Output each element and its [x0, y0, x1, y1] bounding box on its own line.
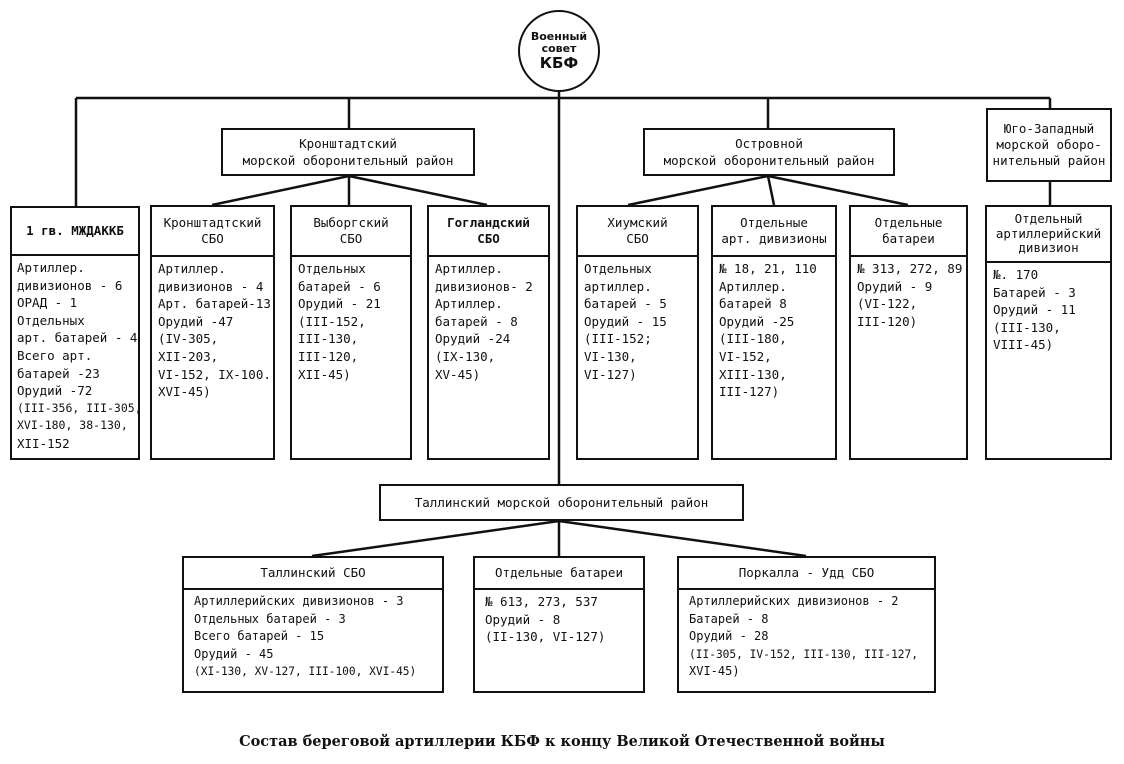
- unit-otdelnye-divizony: [711, 205, 837, 460]
- unit-otdelny-art-divizion: [985, 205, 1112, 460]
- unit-vyborg-title-1: Выборгский: [313, 215, 389, 230]
- unit-body-line: XVI-180, 38-130,: [17, 418, 128, 433]
- unit-body-line: Артиллер.: [719, 278, 787, 294]
- unit-body-line: Орудий -47: [158, 313, 234, 329]
- unit-body-line: Артиллер.: [158, 261, 226, 276]
- figure-caption: Состав береговой артиллерии КБФ к концу Великой Отечественной войны: [239, 733, 885, 750]
- unit-vyborg-title-2: СБО: [339, 231, 363, 246]
- unit-body-line: Орудий - 21: [298, 296, 381, 312]
- unit-body-line: батарей - 6: [298, 278, 381, 294]
- district-yugo-line-2: морской оборо-: [996, 137, 1102, 152]
- unit-otdelnye-batarei: [849, 205, 968, 460]
- unit-body-line: XII-203,: [158, 348, 219, 364]
- district-yugo-line-1: Юго-Западный: [1003, 121, 1095, 136]
- unit-tallinsbo-title: Таллинский СБО: [260, 565, 366, 580]
- unit-vyborg-sbo: [290, 205, 412, 460]
- unit-hiuma-title-1: Хиумский: [607, 215, 668, 230]
- unit-kron-title-2: СБО: [201, 231, 224, 246]
- unit-body-line: Орудий - 8: [485, 611, 561, 627]
- unit-body-line: VI-152, IX-100.: [158, 366, 271, 382]
- council-line-2: совет: [541, 41, 577, 55]
- unit-porkkala-title: Поркалла - Удд СБО: [738, 565, 875, 580]
- unit-body-line: (III-152;: [584, 331, 652, 347]
- district-yugo-line-3: нительный район: [992, 153, 1106, 168]
- unit-tallin-otdelnye-batarei: [473, 556, 645, 693]
- unit-otdartdiv-title-3: дивизион: [1018, 240, 1079, 256]
- unit-body-line: ОРАД - 1: [17, 295, 78, 311]
- unit-kronshtadt-sbo: [150, 205, 275, 460]
- unit-otddiv-title-1: Отдельные: [740, 215, 808, 230]
- unit-body-line: XII-45): [298, 366, 351, 382]
- unit-body-line: Артиллер.: [435, 261, 503, 276]
- unit-otdartdiv-title-1: Отдельный: [1014, 211, 1083, 227]
- unit-body-line: Всего арт.: [17, 347, 93, 363]
- unit-body-line: батарей - 5: [584, 296, 667, 312]
- unit-body-line: батарей 8: [719, 296, 787, 312]
- district-kronshtadt: [221, 128, 475, 176]
- unit-body-line: Артиллер.: [435, 296, 503, 312]
- unit-body-line: Артиллер.: [17, 260, 85, 275]
- unit-mzhdakkb: [10, 206, 140, 460]
- unit-porkkala-sbo: [677, 556, 936, 693]
- unit-body-line: Орудий - 28: [689, 629, 769, 644]
- unit-tallinbat-title: Отдельные батареи: [495, 565, 623, 580]
- unit-body-line: Батарей - 8: [689, 611, 769, 626]
- unit-body-line: Орудий -25: [719, 313, 795, 329]
- unit-body-line: III-130,: [298, 331, 359, 347]
- unit-body-line: Артиллерийских дивизионов - 2: [689, 594, 899, 608]
- council-line-1: Военный: [530, 29, 588, 43]
- unit-body-line: Отдельных батарей - 3: [194, 611, 346, 626]
- unit-body-line: Орудий - 15: [584, 313, 667, 329]
- unit-body-line: Батарей - 3: [993, 284, 1076, 300]
- unit-tallin-sbo: [182, 556, 444, 693]
- unit-body-line: Отдельных: [17, 312, 85, 328]
- unit-body-line: VI-127): [584, 366, 637, 382]
- district-ostrov-line-1: Островной: [735, 136, 803, 151]
- council-line-3: КБФ: [539, 53, 579, 72]
- military-council-circle: [518, 10, 600, 92]
- unit-body-line: Орудий - 45: [194, 646, 274, 661]
- unit-mzhdakkb-title: 1 гв. МЖДАККБ: [26, 223, 124, 238]
- unit-body-line: Арт. батарей-13: [158, 296, 271, 312]
- district-yugo-zapadny: [986, 108, 1112, 182]
- unit-body-line: батарей - 8: [435, 313, 518, 329]
- unit-body-line: (III-180,: [719, 331, 787, 347]
- unit-body-line: дивизионов - 6: [17, 277, 123, 293]
- unit-body-line: XV-45): [435, 366, 481, 382]
- unit-body-line: Отдельных: [298, 261, 366, 276]
- unit-body-line: Орудий - 9: [857, 278, 933, 294]
- unit-kron-title-1: Кронштадтский: [163, 215, 262, 230]
- unit-otddiv-title-2: арт. дивизионы: [721, 231, 827, 246]
- unit-hiuma-title-2: СБО: [626, 231, 649, 246]
- unit-hiuma-sbo: [576, 205, 699, 460]
- unit-body-line: Орудий -24: [435, 331, 511, 347]
- unit-body-line: Орудий - 11: [993, 302, 1076, 318]
- unit-body-line: VIII-45): [993, 337, 1054, 353]
- unit-body-line: батарей -23: [17, 365, 100, 381]
- unit-body-line: (III-356, III-305,: [17, 400, 142, 415]
- unit-body-line: Артиллерийских дивизионов - 3: [194, 594, 404, 608]
- district-kronshtadt-line-2: морской оборонительный район: [242, 153, 454, 168]
- unit-body-line: (XI-130, XV-127, III-100, XVI-45): [194, 665, 417, 679]
- unit-body-line: дивизионов- 2: [435, 278, 533, 294]
- unit-body-line: дивизионов - 4: [158, 278, 264, 294]
- district-ostrov-line-2: морской оборонительный район: [663, 153, 875, 168]
- unit-body-line: Отдельных: [584, 261, 652, 276]
- unit-body-line: № 18, 21, 110: [719, 261, 817, 276]
- unit-body-line: VI-130,: [584, 348, 637, 364]
- unit-gogland-title-1: Гогландский: [447, 215, 530, 230]
- unit-body-line: арт. батарей - 4: [17, 330, 138, 346]
- unit-body-line: III-120): [857, 313, 918, 329]
- unit-body-line: VI-152,: [719, 348, 772, 364]
- unit-body-line: (VI-122,: [857, 296, 918, 312]
- unit-body-line: №. 170: [993, 267, 1039, 282]
- unit-body-line: № 613, 273, 537: [485, 594, 598, 609]
- unit-otdbat-title-1: Отдельные: [874, 215, 943, 230]
- unit-body-line: (III-130,: [993, 319, 1061, 335]
- unit-gogland-title-2: СБО: [477, 231, 500, 246]
- district-tallin: [379, 484, 744, 521]
- unit-body-line: Орудий -72: [17, 383, 93, 399]
- unit-body-line: (IV-305,: [158, 331, 219, 347]
- unit-body-line: (IX-130,: [435, 348, 496, 364]
- unit-body-line: (II-130, VI-127): [485, 629, 606, 645]
- unit-gogland-sbo: [427, 205, 550, 460]
- unit-body-line: XII-152: [17, 435, 70, 451]
- unit-body-line: № 313, 272, 89: [857, 261, 963, 276]
- unit-body-line: III-127): [719, 384, 780, 400]
- unit-body-line: XVI-45): [158, 384, 211, 400]
- district-tallin-line-1: Таллинский морской оборонительный район: [414, 495, 709, 510]
- unit-body-line: артиллер.: [584, 278, 652, 294]
- unit-otdartdiv-title-2: артиллерийский: [995, 225, 1102, 241]
- district-ostrov: [643, 128, 895, 176]
- unit-body-line: XIII-130,: [719, 366, 787, 382]
- unit-body-line: (III-152,: [298, 313, 366, 329]
- unit-body-line: Всего батарей - 15: [194, 629, 325, 644]
- unit-body-line: (II-305, IV-152, III-130, III-127,: [689, 647, 919, 661]
- unit-otdbat-title-2: батареи: [882, 231, 935, 246]
- district-kronshtadt-line-1: Кронштадтский: [299, 136, 397, 151]
- unit-body-line: III-120,: [298, 348, 359, 364]
- unit-body-line: XVI-45): [689, 664, 740, 679]
